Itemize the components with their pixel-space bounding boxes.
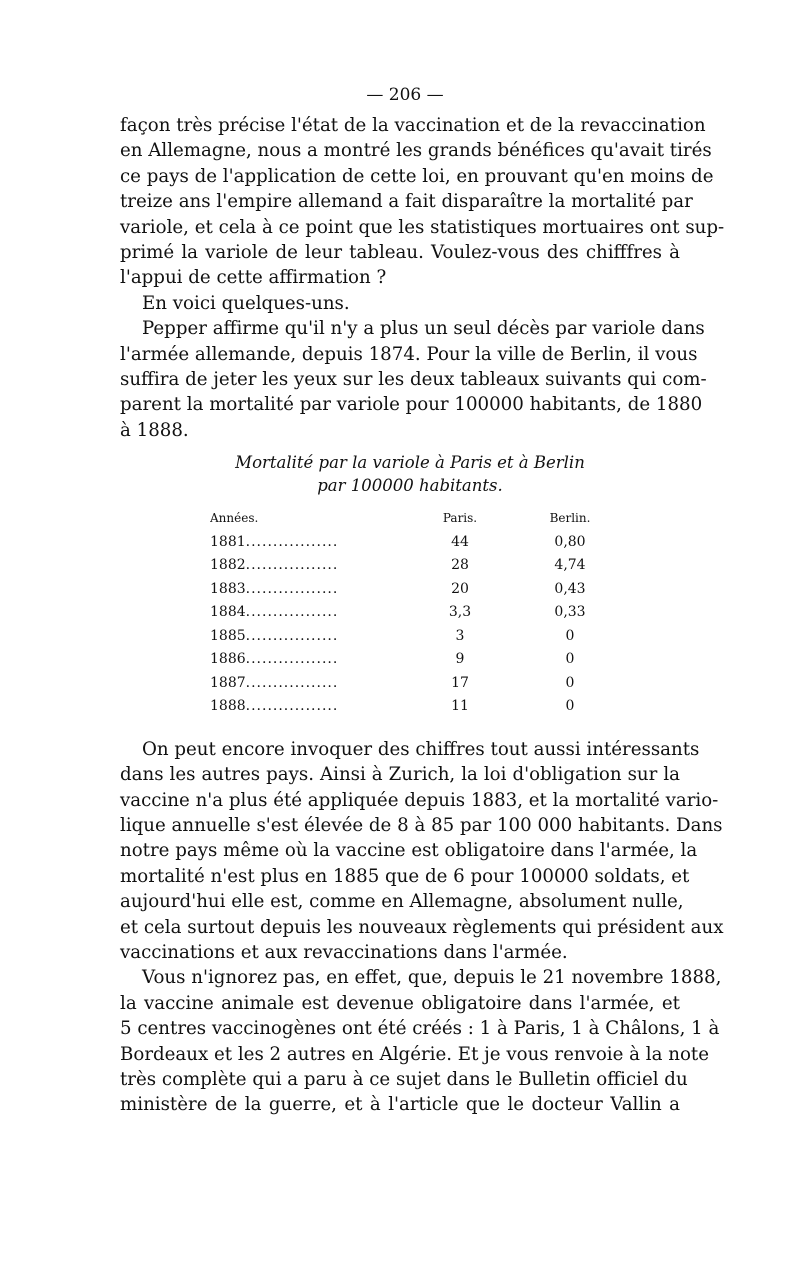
table-row [210, 648, 620, 672]
header-berlin: Berlin. [549, 511, 591, 526]
cell-berlin: 0,43 [554, 580, 586, 597]
text-line: notre pays même où la vaccine est obligatoire dans l'armée, la [120, 840, 698, 862]
book-page [120, 85, 725, 1118]
text-line: façon très précise l'état de la vaccination et de la revaccination [120, 115, 706, 136]
text-line: lique annuelle s'est élevée de 8 à 85 par 100 000 habitants. Dans [120, 815, 723, 836]
cell-year [210, 601, 400, 625]
text-line: ministère de la guerre, et à l'article que le docteur Vallin a [120, 1094, 680, 1116]
text-line: l'appui de cette affirmation ? [120, 267, 387, 289]
text-line: dans les autres pays. Ainsi à Zurich, la loi d'obligation sur la [120, 764, 680, 786]
year-value: 1883 [210, 580, 246, 597]
text-line: ce pays de l'application de cette loi, en prouvant qu'en moins de [120, 165, 714, 187]
text-line: En voici quelques-uns. [142, 292, 350, 314]
cell-year [210, 531, 400, 555]
paragraph-4 [120, 737, 724, 966]
cell-paris: 17 [451, 674, 469, 691]
cell-year [210, 672, 400, 696]
text-line: suffira de jeter les yeux sur les deux tableaux suivants qui com- [120, 369, 707, 391]
cell-year [210, 578, 400, 602]
text-line: Bordeaux et les 2 autres en Algérie. Et je vous renvoie à la note [120, 1043, 709, 1065]
table-row [210, 531, 620, 555]
year-value: 1888 [210, 698, 246, 715]
cell-berlin: 0 [565, 698, 575, 715]
cell-berlin: 0 [565, 674, 575, 691]
cell-berlin: 0 [565, 627, 575, 644]
dot-leader: ................. [245, 674, 339, 691]
text-line: l'armée allemande, depuis 1874. Pour la ville de Berlin, il vous [120, 343, 698, 365]
text-line: variole, et cela à ce point que les statistiques mortuaires ont sup- [120, 216, 725, 238]
cell-year [210, 648, 400, 672]
table-title [120, 451, 680, 497]
table-row [210, 554, 620, 578]
dot-leader: ................. [245, 698, 339, 715]
table-row [210, 695, 620, 719]
text-line: 5 centres vaccinogènes ont été créés : 1 à Paris, 1 à Châlons, 1 à [120, 1018, 720, 1040]
dot-leader: ................. [245, 557, 339, 574]
table-row [210, 672, 620, 696]
cell-paris: 28 [451, 557, 469, 574]
text-line: aujourd'hui elle est, comme en Allemagne, absolument nulle, [120, 891, 684, 913]
table-title-line: Mortalité par la variole à Paris et à Berlin [235, 453, 585, 473]
dot-leader: ................. [245, 627, 339, 644]
paragraph-5 [120, 965, 722, 1117]
text-line: Pepper affirme qu'il n'y a plus un seul décès par variole dans [142, 318, 705, 340]
text-line: primé la variole de leur tableau. Voulez-vous des chifffres à [120, 242, 680, 264]
cell-berlin: 4,74 [554, 557, 586, 574]
cell-year [210, 554, 400, 578]
cell-paris: 44 [451, 533, 469, 550]
table-subtitle-line: par 100000 habitants. [317, 476, 503, 496]
text-line: On peut encore invoquer des chiffres tout aussi intéressants [142, 738, 700, 760]
text-line: Vous n'ignorez pas, en effet, que, depuis le 21 novembre 1888, [142, 967, 722, 989]
mortality-table [210, 507, 620, 719]
cell-paris: 9 [455, 651, 465, 668]
cell-paris: 20 [451, 580, 469, 597]
paragraph-1 [120, 113, 725, 291]
text-line: treize ans l'empire allemand a fait disparaître la mortalité par [120, 191, 693, 213]
cell-paris: 3 [455, 627, 465, 644]
cell-paris: 3,3 [448, 604, 472, 621]
text-line: mortalité n'est plus en 1885 que de 6 pour 100000 soldats, et [120, 865, 690, 887]
text-line: vaccine n'a plus été appliquée depuis 1883, et la mortalité vario- [120, 789, 719, 811]
text-line: la vaccine animale est devenue obligatoire dans l'armée, et [120, 992, 680, 1014]
paragraph-2 [120, 291, 680, 316]
cell-berlin: 0,33 [554, 604, 586, 621]
cell-year [210, 695, 400, 719]
paragraph-3 [120, 316, 707, 443]
text-line: vaccinations et aux revaccinations dans l'armée. [120, 942, 568, 964]
table-row [210, 578, 620, 602]
year-value: 1882 [210, 557, 246, 574]
cell-paris: 11 [451, 698, 469, 715]
text-line: en Allemagne, nous a montré les grands bénéfices qu'avait tirés [120, 140, 712, 162]
cell-berlin: 0 [565, 651, 575, 668]
header-years: Années. [210, 511, 259, 526]
year-value: 1881 [210, 533, 246, 550]
table-header-row [210, 507, 620, 531]
dot-leader: ................. [245, 651, 339, 668]
cell-year [210, 625, 400, 649]
year-value: 1886 [210, 651, 246, 668]
year-value: 1885 [210, 627, 246, 644]
page-number: — 206 — [366, 85, 444, 105]
table-row [210, 601, 620, 625]
year-value: 1884 [210, 604, 246, 621]
dot-leader: ................. [245, 533, 339, 550]
text-line: très complète qui a paru à ce sujet dans le Bulletin officiel du [120, 1069, 688, 1091]
text-line: et cela surtout depuis les nouveaux règlements qui président aux [120, 916, 724, 938]
cell-berlin: 0,80 [554, 533, 586, 550]
text-line: à 1888. [120, 419, 189, 441]
text-line: parent la mortalité par variole pour 100000 habitants, de 1880 [120, 394, 703, 416]
year-value: 1887 [210, 674, 246, 691]
table-row [210, 625, 620, 649]
header-paris: Paris. [442, 511, 478, 526]
dot-leader: ................. [245, 580, 339, 597]
dot-leader: ................. [245, 604, 339, 621]
